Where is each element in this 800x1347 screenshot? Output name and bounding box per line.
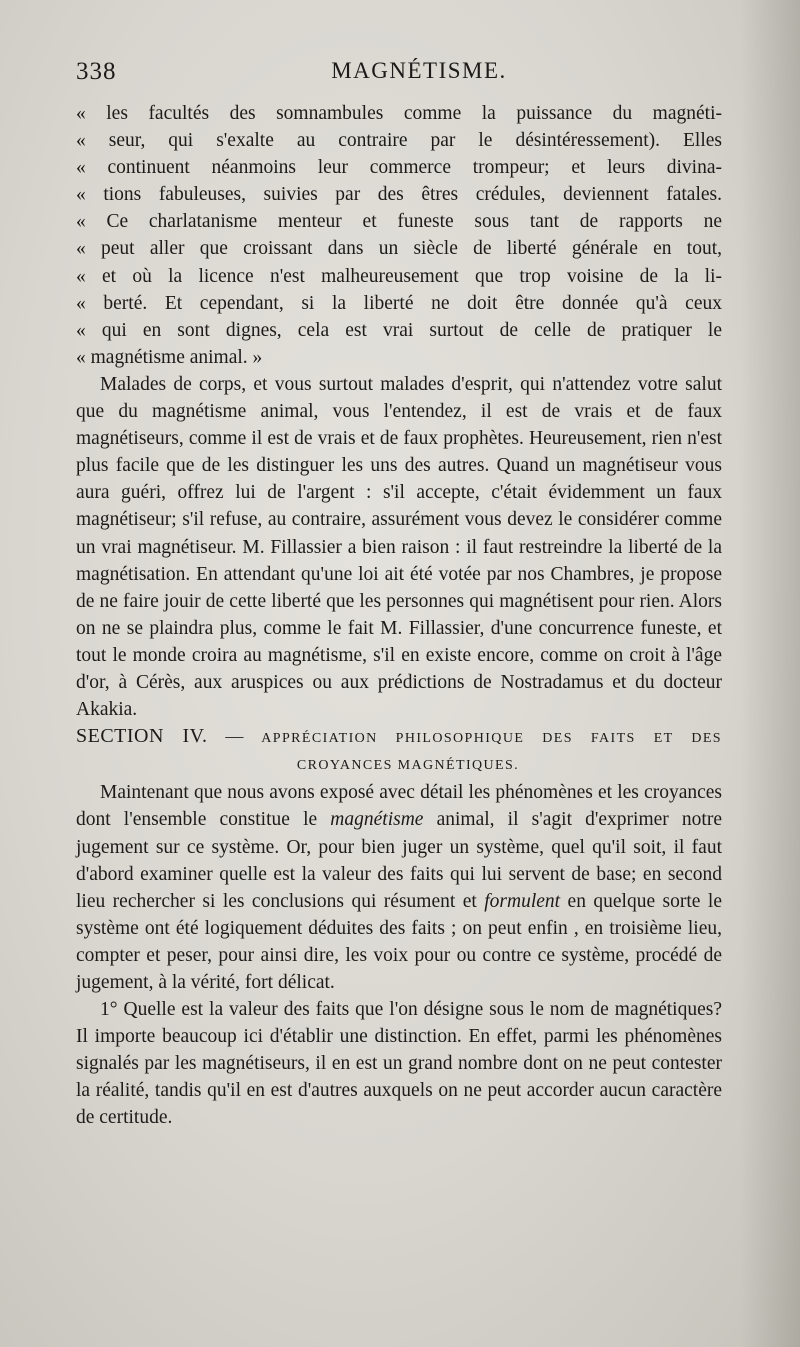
italic-term: magnétisme bbox=[330, 809, 424, 831]
quote-line: « magnétisme animal. » bbox=[76, 346, 263, 368]
quote-line: « et où la licence n'est malheureusement que trop voisine de la li- bbox=[76, 265, 722, 287]
section-dash: — bbox=[207, 726, 262, 747]
italic-term: formulent bbox=[484, 890, 561, 912]
paragraph-maintenant bbox=[76, 779, 722, 996]
quote-line: « tions fabuleuses, suivies par des êtres crédules, deviennent fatales. bbox=[76, 184, 722, 206]
section-label: SECTION IV. bbox=[76, 725, 208, 748]
page-number: 338 bbox=[76, 58, 117, 85]
quote-line: « berté. Et cependant, si la liberté ne doit être donnée qu'à ceux bbox=[76, 292, 722, 314]
quote-line: « Ce charlatanisme menteur et funeste sous tant de rapports ne bbox=[76, 211, 722, 233]
paragraph-text: Maintenant que nous avons exposé avec détail les phénomènes et les croyances dont l'ensemble constitue le bbox=[76, 782, 722, 831]
quoted-passage bbox=[76, 100, 722, 371]
section-title-line-1: APPRÉCIATION PHILOSOPHIQUE DES FAITS ET DES bbox=[261, 731, 722, 747]
page-header bbox=[76, 54, 722, 94]
quote-line: « qui en sont dignes, cela est vrai surtout de celle de pratiquer le bbox=[76, 319, 722, 341]
running-title: MAGNÉTISME. bbox=[331, 58, 507, 83]
paragraph-text: en quelque sorte le système ont été logiquement déduites des faits ; on peut enfin , en troisième lieu, compter et peser, pour ainsi dire, les voix pour ou contre ce système, procédé de jugement, à la vérité, fort délicat. bbox=[76, 890, 722, 993]
quote-line: « peut aller que croissant dans un siècle de liberté générale en tout, bbox=[76, 238, 722, 260]
quote-line: « continuent néanmoins leur commerce trompeur; et leurs divina- bbox=[76, 157, 722, 179]
body-text bbox=[76, 100, 722, 1132]
quote-line: « les facultés des somnambules comme la puissance du magnéti- bbox=[76, 103, 722, 124]
paragraph-valeur-des-faits: 1° Quelle est la valeur des faits que l'on désigne sous le nom de magnétiques? Il importe beaucoup ici d'établir une distinction. En effet, parmi les phénomènes signalés par les magnétiseurs, il en est un grand nombre dont on ne peut contester la réalité, tandis qu'il en est d'autres auxquels on ne peut accorder aucun caractère de certitude. bbox=[76, 999, 722, 1129]
section-heading bbox=[76, 723, 722, 752]
paragraph-text: animal, il s'agit d'exprimer notre jugement sur ce système. Or, pour bien juger un système, quel qu'il soit, il faut d'abord examiner quelle est la valeur des faits qui lui servent de base; en second lieu rechercher si les conclusions qui résument et bbox=[76, 809, 722, 912]
quote-line: « seur, qui s'exalte au contraire par le désintéressement). Elles bbox=[76, 130, 722, 152]
page-edge-shadow bbox=[740, 0, 800, 1347]
section-title-line-2: CROYANCES MAGNÉTIQUES. bbox=[296, 758, 520, 774]
paragraph-malades: Malades de corps, et vous surtout malades d'esprit, qui n'attendez votre salut que du magnétisme animal, vous l'entendez, il est de vrais et de faux magnétiseurs, comme il est de vrais et de faux prophètes. Heureusement, rien n'est plus facile que de les distinguer les uns des autres. Quand un magnétiseur vous aura guéri, offrez lui de l'argent : s'il accepte, c'était évidemment un faux magnétiseur; s'il refuse, au contraire, assurément vous devez le considérer comme un vrai magnétiseur. M. Fillassier a bien raison : il faut restreindre la liberté de la magnétisation. En attendant qu'une loi ait été votée par nos Chambres, je propose de ne faire jouir de cette liberté que les personnes qui magnétisent pour rien. Alors on ne se plaindra plus, comme le fait M. Fillassier, d'une concurrence funeste, et tout le monde croira au magnétisme, s'il en existe encore, comme on croit à l'âge d'or, à Cérès, aux aruspices ou aux prédictions de Nostradamus et du docteur Akakia. bbox=[76, 373, 722, 721]
